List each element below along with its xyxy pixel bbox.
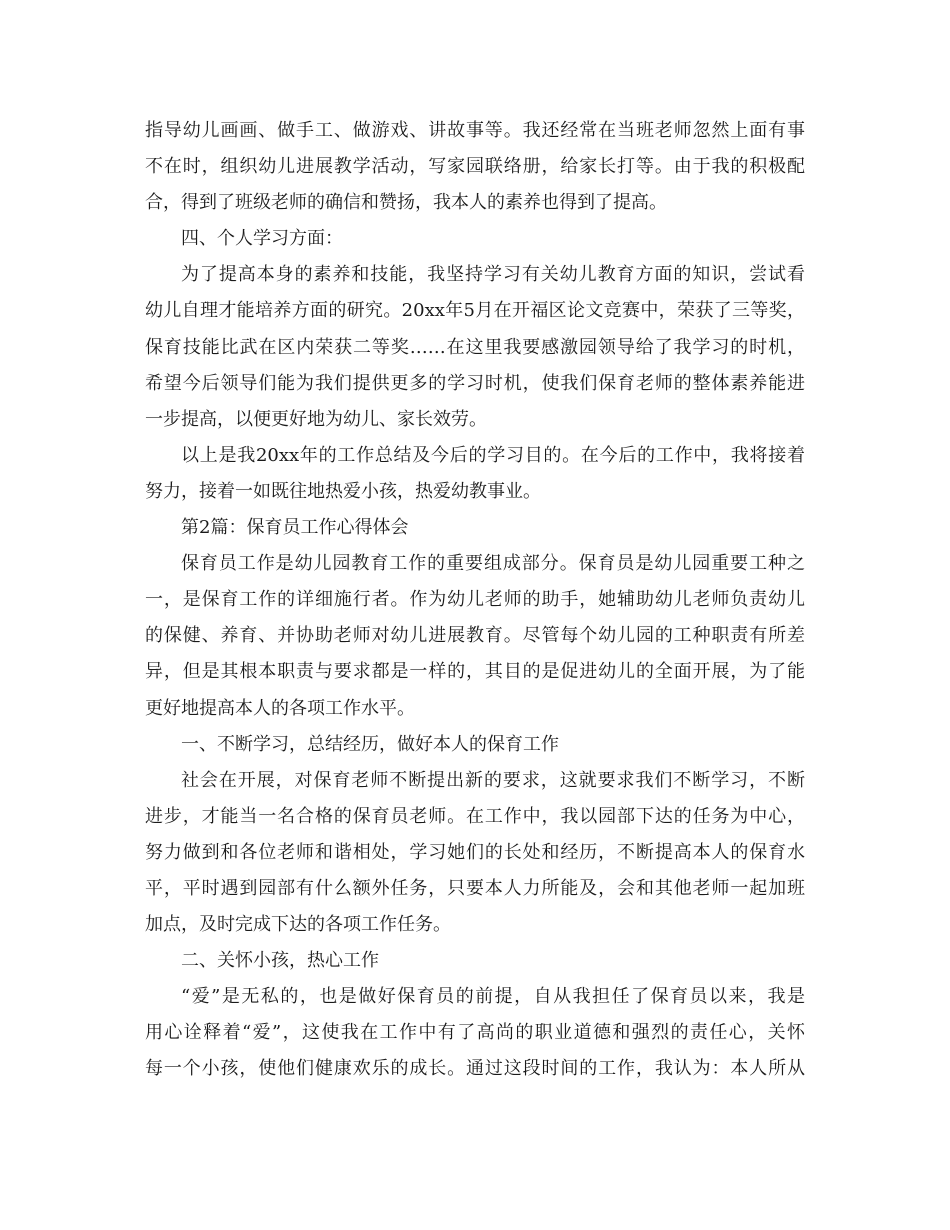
text-line: 一步提高，以便更好地为幼儿、家长效劳。 [145, 408, 487, 430]
text-line: 更好地提高本人的各项工作水平。 [145, 697, 415, 719]
text-line: “爱”是无私的，也是做好保育员的前提，自从我担任了保育员以来，我是 [181, 986, 805, 1008]
section-heading: 一、不断学习，总结经历，做好本人的保育工作 [181, 733, 559, 755]
text-line: 社会在开展，对保育老师不断提出新的要求，这就要求我们不断学习，不断 [181, 769, 805, 791]
text-line: 指导幼儿画画、做手工、做游戏、讲故事等。我还经常在当班老师忽然上面有事 [145, 120, 805, 141]
text-line: 保育员工作是幼儿园教育工作的重要组成部分。保育员是幼儿园重要工种之 [181, 553, 805, 575]
text-line: 平，平时遇到园部有什么额外任务，只要本人力所能及，会和其他老师一起加班 [145, 877, 805, 899]
text-line: 的保健、养育、并协助老师对幼儿进展教育。尽管每个幼儿园的工种职责有所差 [145, 625, 805, 647]
text-line: 努力做到和各位老师和谐相处，学习她们的长处和经历，不断提高本人的保育水 [145, 841, 805, 863]
section-heading: 二、关怀小孩，热心工作 [181, 950, 379, 972]
text-line: 为了提高本身的素养和技能，我坚持学习有关幼儿教育方面的知识，尝试看 [181, 264, 805, 286]
text-line: 进步，才能当一名合格的保育员老师。在工作中，我以园部下达的任务为中心， [145, 805, 805, 827]
text-line: 幼儿自理才能培养方面的研究。20xx年5月在开福区论文竞赛中，荣获了三等奖， [145, 300, 805, 322]
article-title: 第2篇：保育员工作心得体会 [181, 517, 409, 539]
text-line: 异，但是其根本职责与要求都是一样的，其目的是促进幼儿的全面开展，为了能 [145, 661, 805, 683]
text-line: 每一个小孩，使他们健康欢乐的成长。通过这段时间的工作，我认为：本人所从 [145, 1058, 805, 1080]
text-line: 保育技能比武在区内荣获二等奖……在这里我要感激园领导给了我学习的时机， [145, 336, 805, 358]
section-heading: 四、个人学习方面： [181, 228, 343, 250]
text-line: 合，得到了班级老师的确信和赞扬，我本人的素养也得到了提高。 [145, 192, 667, 214]
text-line: 不在时，组织幼儿进展教学活动，写家园联络册，给家长打等。由于我的积极配 [145, 156, 805, 178]
text-line: 以上是我20xx年的工作总结及今后的学习目的。在今后的工作中，我将接着 [181, 444, 805, 466]
text-line: 加点，及时完成下达的各项工作任务。 [145, 914, 451, 936]
text-line: 希望今后领导们能为我们提供更多的学习时机，使我们保育老师的整体素养能进 [145, 372, 805, 394]
text-line: 用心诠释着“爱”，这使我在工作中有了高尚的职业道德和强烈的责任心，关怀 [145, 1022, 805, 1044]
text-line: 努力，接着一如既往地热爱小孩，热爱幼教事业。 [145, 480, 541, 502]
document-body [145, 113, 805, 1088]
text-line: 一，是保育工作的详细施行者。作为幼儿老师的助手，她辅助幼儿老师负责幼儿 [145, 589, 805, 611]
